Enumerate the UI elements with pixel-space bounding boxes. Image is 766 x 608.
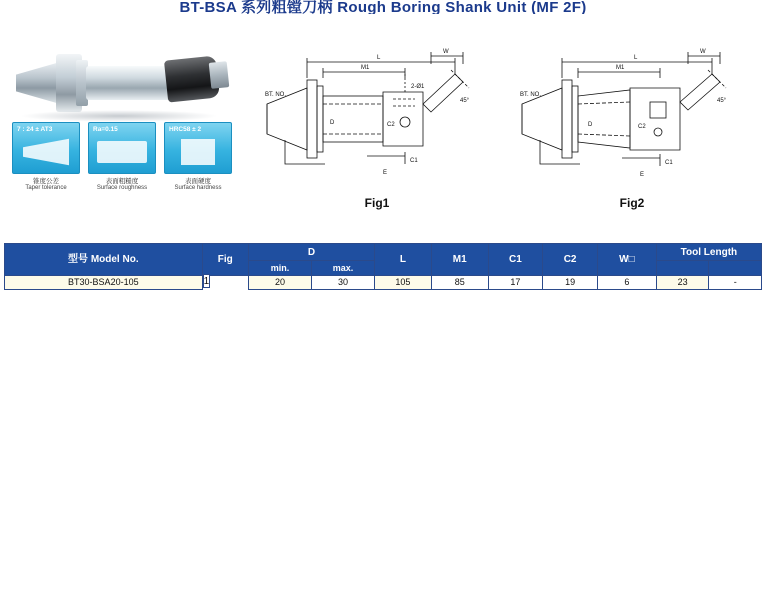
spec-table (4, 243, 762, 290)
th-d-min: min. (248, 261, 311, 276)
svg-text:E: E (640, 172, 645, 178)
badge-label: HRC58 ± 2 (169, 126, 202, 133)
feature-badges (12, 122, 234, 218)
svg-text:45°: 45° (717, 98, 727, 104)
svg-text:W: W (443, 49, 449, 55)
th-d-max: max. (311, 261, 374, 276)
svg-text:BT. NO.: BT. NO. (520, 92, 542, 98)
th-fig: Fig (202, 244, 248, 276)
cone-icon (23, 137, 69, 167)
svg-text:L: L (634, 55, 638, 61)
th-c2: C2 (543, 244, 598, 276)
svg-text:M1: M1 (616, 65, 625, 71)
th-tool-length-b (709, 261, 762, 276)
svg-text:D: D (588, 122, 593, 128)
svg-text:E: E (383, 170, 388, 176)
table-header (5, 244, 762, 276)
table-row (5, 276, 762, 290)
th-l: L (375, 244, 432, 276)
badge-caption-cn: 表面粗糙度 (105, 178, 139, 185)
th-d: D (248, 244, 374, 261)
svg-text:2-Ø1: 2-Ø1 (411, 84, 425, 90)
th-model: 型号 Model No. (5, 244, 203, 276)
fig2-label: Fig2 (619, 196, 645, 210)
photo-body (86, 66, 174, 100)
svg-text:M1: M1 (361, 65, 370, 71)
photo-taper-shank (16, 62, 60, 104)
cell-c2: 19 (543, 276, 598, 290)
badge-surface-hardness (164, 122, 232, 196)
fig1-drawing (255, 44, 485, 184)
th-tool-length: Tool Length (656, 244, 761, 261)
badge-label: 7 : 24 ± AT3 (17, 126, 53, 133)
svg-text:C1: C1 (665, 160, 673, 166)
th-w: W□ (597, 244, 656, 276)
photo-head-tip (209, 61, 230, 89)
badge-icon-taper (12, 122, 80, 174)
badge-caption-en: Taper tolerance (25, 185, 67, 191)
badge-surface-roughness (88, 122, 156, 196)
badge-icon-roughness (88, 122, 156, 174)
cylinder-icon (97, 141, 147, 163)
cell-l: 105 (375, 276, 432, 290)
cell-m1: 85 (431, 276, 488, 290)
cell-w: 6 (597, 276, 656, 290)
svg-text:W: W (700, 49, 706, 55)
svg-text:45°: 45° (460, 98, 470, 104)
cell-d-min: 20 (248, 276, 311, 290)
badge-taper-tolerance (12, 122, 80, 196)
badge-label: Ra=0.15 (93, 126, 118, 133)
illustration-area (0, 14, 766, 236)
svg-text:D: D (330, 120, 335, 126)
photo-shadow (20, 110, 218, 122)
cell-c1: 17 (488, 276, 543, 290)
th-m1: M1 (431, 244, 488, 276)
badge-caption-cn: 表面硬度 (185, 178, 211, 185)
fig2-drawing (510, 44, 740, 184)
page-title: BT-BSA 系列粗镗刀柄 Rough Boring Shank Unit (MF 2F) (179, 0, 587, 14)
badge-icon-hardness (164, 122, 232, 174)
badge-caption-cn: 锥度公差 (33, 178, 59, 185)
cell-tool-length-b: - (709, 276, 762, 290)
th-tool-length-a (656, 261, 709, 276)
svg-text:L: L (377, 55, 381, 61)
table-body (5, 276, 762, 290)
cell-model: BT30-BSA20-105 (5, 276, 203, 290)
fig1-label: Fig1 (364, 196, 390, 210)
square-icon (181, 139, 215, 165)
svg-text:C2: C2 (387, 122, 395, 128)
badge-caption-en: Surface roughness (96, 185, 148, 191)
cell-fig: 1 (203, 275, 210, 287)
svg-text:C1: C1 (410, 158, 418, 164)
badge-caption-en: Surface hardness (174, 185, 222, 191)
svg-text:BT. NO.: BT. NO. (265, 92, 287, 98)
cell-tool-length-a: 23 (656, 276, 709, 290)
product-photo (14, 18, 229, 128)
th-c1: C1 (488, 244, 543, 276)
cell-d-max: 30 (311, 276, 374, 290)
svg-text:C2: C2 (638, 124, 646, 130)
